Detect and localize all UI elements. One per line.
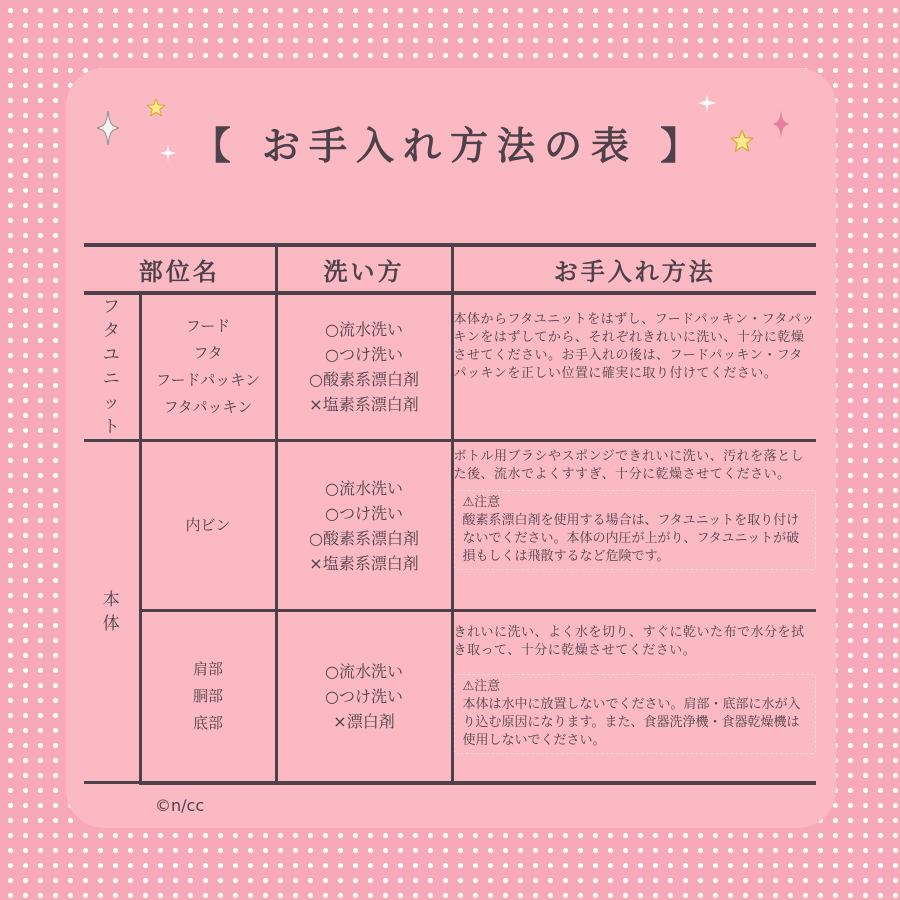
- vertical-label: 本 体: [102, 589, 120, 634]
- inner-bottle-part: 内ビン: [140, 441, 276, 611]
- table-row: [84, 441, 816, 611]
- lid-care-method: 本体からフタユニットをはずし、フードパッキン・フタパッキンをはずしてから、それぞれきれいに洗い、十分に乾燥させてください。お手入れの後は、フードパッキン・フタパッキンを正しい位置に確実に取り付けてください。: [452, 293, 816, 441]
- lid-parts: フード フタ フードパッキン フタパッキン: [140, 293, 276, 441]
- caution-title: ⚠注意: [462, 679, 501, 694]
- table-row: [84, 293, 816, 441]
- table-header-row: [84, 245, 816, 293]
- page-title: 【 お手入れ方法の表 】: [192, 124, 708, 168]
- sparkle-icon: [698, 93, 716, 113]
- caution-text: 本体は水中に放置しないでください。肩部・底部に水が入り込む原因になります。また、食器洗浄機・食器乾燥機は使用しないでください。: [462, 697, 801, 748]
- outer-wash-methods: ○流水洗い ○つけ洗い ×漂白剤: [276, 611, 452, 783]
- copyright: ©n/cc: [155, 796, 205, 815]
- lid-unit-label: [84, 293, 140, 441]
- inner-care-method: ボトル用ブラシやスポンジできれいに洗い、汚れを落とした後、流水でよくすすぎ、十分に乾燥させてください。 ⚠注意 酸素系漂白剤を使用する場合は、フタユニットを取り付けないでください。本体の内圧が上がり、フタユニットが破損もしくは飛散するなど危険です。: [452, 441, 816, 611]
- care-table: [84, 243, 816, 785]
- caution-title: ⚠注意: [462, 495, 501, 510]
- caution-text: 酸素系漂白剤を使用する場合は、フタユニットを取り付けないでください。本体の内圧が上がり、フタユニットが破損もしくは飛散するなど危険です。: [462, 513, 800, 564]
- outer-body-parts: 肩部 胴部 底部: [140, 611, 276, 783]
- header-method: お手入れ方法: [452, 245, 816, 293]
- caution-box: [454, 674, 817, 754]
- body-unit-label: [84, 441, 140, 783]
- vertical-label: フ タ ユ ニ ッ ト: [102, 297, 120, 437]
- table-row: [84, 611, 816, 783]
- outer-care-method: きれいに洗い、よく水を切り、すぐに乾いた布で水分を拭き取って、十分に乾燥させてください。 ⚠注意 本体は水中に放置しないでください。肩部・底部に水が入り込む原因になります。また、食器洗浄機・食器乾燥機は使用しないでください。: [452, 611, 816, 783]
- header-wash: 洗い方: [276, 245, 452, 293]
- inner-wash-methods: ○流水洗い ○つけ洗い ○酸素系漂白剤 ×塩素系漂白剤: [276, 441, 452, 611]
- lid-wash-methods: ○流水洗い ○つけ洗い ○酸素系漂白剤 ×塩素系漂白剤: [276, 293, 452, 441]
- caution-box: [454, 490, 817, 570]
- header-part: 部位名: [84, 245, 276, 293]
